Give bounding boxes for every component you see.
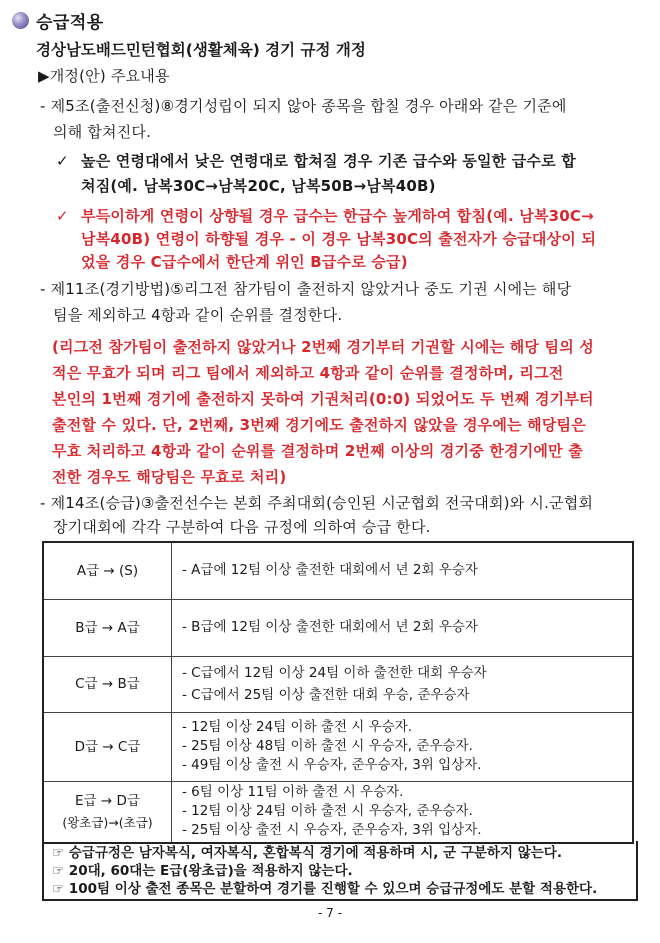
rule-cell bbox=[172, 542, 634, 599]
article-14-line2: 장기대회에 각각 구분하여 다음 규정에 의하여 승급 한다. bbox=[53, 518, 431, 536]
grade-cell: C급 → B급 bbox=[43, 656, 172, 712]
grade-cell: A급 → (S) bbox=[43, 542, 172, 599]
rule-line: - 12팀 이상 24팀 이하 출전 시 우승자, 준우승자. bbox=[182, 803, 473, 820]
rule-line: - 25팀 이상 출전 시 우승자, 준우승자, 3위 입상자. bbox=[182, 822, 482, 839]
page-number: - 7 - bbox=[318, 906, 342, 920]
rule-line: - A급에 12팀 이상 출전한 대회에서 년 2회 우승자 bbox=[182, 562, 478, 579]
grade-cell bbox=[43, 781, 172, 843]
rule-cell bbox=[172, 656, 634, 712]
red-note-line: 본인의 1번째 경기에 출전하지 못하여 기권처리(0:0) 되었어도 두 번째 경기부터 bbox=[52, 390, 594, 408]
article-11-line1: - 제11조(경기방법)⑤리그전 참가팀이 출전하지 않았거나 중도 기권 시에는 해당 bbox=[40, 280, 572, 298]
red-note-line: 전한 경우도 해당팀은 무효로 처리) bbox=[52, 468, 287, 486]
grade-cell: B급 → A급 bbox=[43, 599, 172, 656]
check-icon: ✓ bbox=[56, 207, 69, 225]
grade-cell: D급 → C급 bbox=[43, 712, 172, 781]
table-row bbox=[43, 656, 633, 712]
document-subtitle: 경상남도배드민턴협회(생활체육) 경기 규정 개정 bbox=[36, 41, 366, 59]
red-note-line: (리그전 참가팀이 출전하지 않았거나 2번째 경기부터 기권할 시에는 해당 팀의 성 bbox=[52, 338, 594, 356]
check2-line3: 었을 경우 C급수에서 한단계 위인 B급수로 승급) bbox=[81, 253, 408, 271]
note-line: ☞ 20대, 60대는 E급(왕초급)을 적용하지 않는다. bbox=[52, 863, 353, 879]
table-row bbox=[43, 542, 633, 599]
notes-box bbox=[42, 841, 638, 901]
rule-line: - 12팀 이상 24팀 이하 출전 시 우승자. bbox=[182, 719, 413, 735]
rule-line: - 6팀 이상 11팀 이하 출전 시 우승자. bbox=[182, 784, 404, 801]
article-5-line1: - 제5조(출전신청)⑧경기성립이 되지 않아 종목을 합칠 경우 아래와 같은 기준에 bbox=[40, 97, 567, 115]
check1-line2: 쳐짐(예. 남복30C→남복20C, 남복50B→남복40B) bbox=[81, 177, 436, 195]
note-line: ☞ 승급규정은 남자복식, 여자복식, 혼합복식 경기에 적용하며 시, 군 구분하지 않는다. bbox=[52, 845, 562, 861]
rule-line: - 49팀 이상 출전 시 우승자, 준우승자, 3위 입상자. bbox=[182, 757, 482, 773]
check1-line1: 높은 연령대에서 낮은 연령대로 합쳐질 경우 기존 급수와 동일한 급수로 합 bbox=[81, 152, 576, 170]
article-5-line2: 의해 합쳐진다. bbox=[53, 123, 152, 141]
red-note-line: 무효 처리하고 4항과 같이 순위를 결정하며 2번째 이상의 경기중 한경기에만 출 bbox=[52, 442, 583, 460]
rule-line: - 25팀 이상 48팀 이하 출전 시 우승자, 준우승자. bbox=[182, 738, 473, 754]
revision-header: ▶개정(안) 주요내용 bbox=[38, 67, 170, 85]
rule-line: - C급에서 25팀 이상 출전한 대회 우승, 준우승자 bbox=[182, 686, 470, 703]
article-11-line2: 팀을 제외하고 4항과 같이 순위를 결정한다. bbox=[53, 306, 343, 324]
bullet-ball-icon bbox=[12, 12, 29, 29]
red-note-line: 출전할 수 있다. 단, 2번째, 3번째 경기에도 출전하지 않았을 경우에는 해당팀은 bbox=[52, 416, 586, 434]
check-icon: ✓ bbox=[56, 152, 69, 170]
check2-line2: 남복40B) 연령이 하향될 경우 - 이 경우 남복30C의 출전자가 승급대상이 되 bbox=[81, 230, 597, 248]
promotion-table bbox=[42, 541, 634, 844]
table-row bbox=[43, 781, 633, 843]
article-14-line1: - 제14조(승급)③출전선수는 본회 주최대회(승인된 시군협회 전국대회)와 시.군협회 bbox=[40, 494, 594, 512]
note-line: ☞ 100팀 이상 출전 종목은 분할하여 경기를 진행할 수 있으며 승급규정에도 분할 적용한다. bbox=[52, 881, 598, 897]
red-note-line: 적은 무효가 되며 리그 팀에서 제외하고 4항과 같이 순위를 결정하며, 리그전 bbox=[52, 364, 564, 382]
grade-label: E급 → D급 bbox=[75, 792, 140, 809]
rule-line: - B급에 12팀 이상 출전한 대회에서 년 2회 우승자 bbox=[182, 619, 478, 635]
table-row bbox=[43, 599, 633, 656]
table-row bbox=[43, 712, 633, 781]
section-title: 승급적용 bbox=[36, 13, 104, 33]
rule-cell bbox=[172, 599, 634, 656]
rule-line: - C급에서 12팀 이상 24팀 이하 출전한 대회 우승자 bbox=[182, 664, 487, 681]
check2-line1: 부득이하게 연령이 상향될 경우 급수는 한급수 높게하여 합침(예. 남복30C→ bbox=[81, 207, 594, 225]
rule-cell bbox=[172, 781, 634, 843]
rule-cell bbox=[172, 712, 634, 781]
grade-sublabel: (왕초급)→(초급) bbox=[62, 814, 153, 830]
